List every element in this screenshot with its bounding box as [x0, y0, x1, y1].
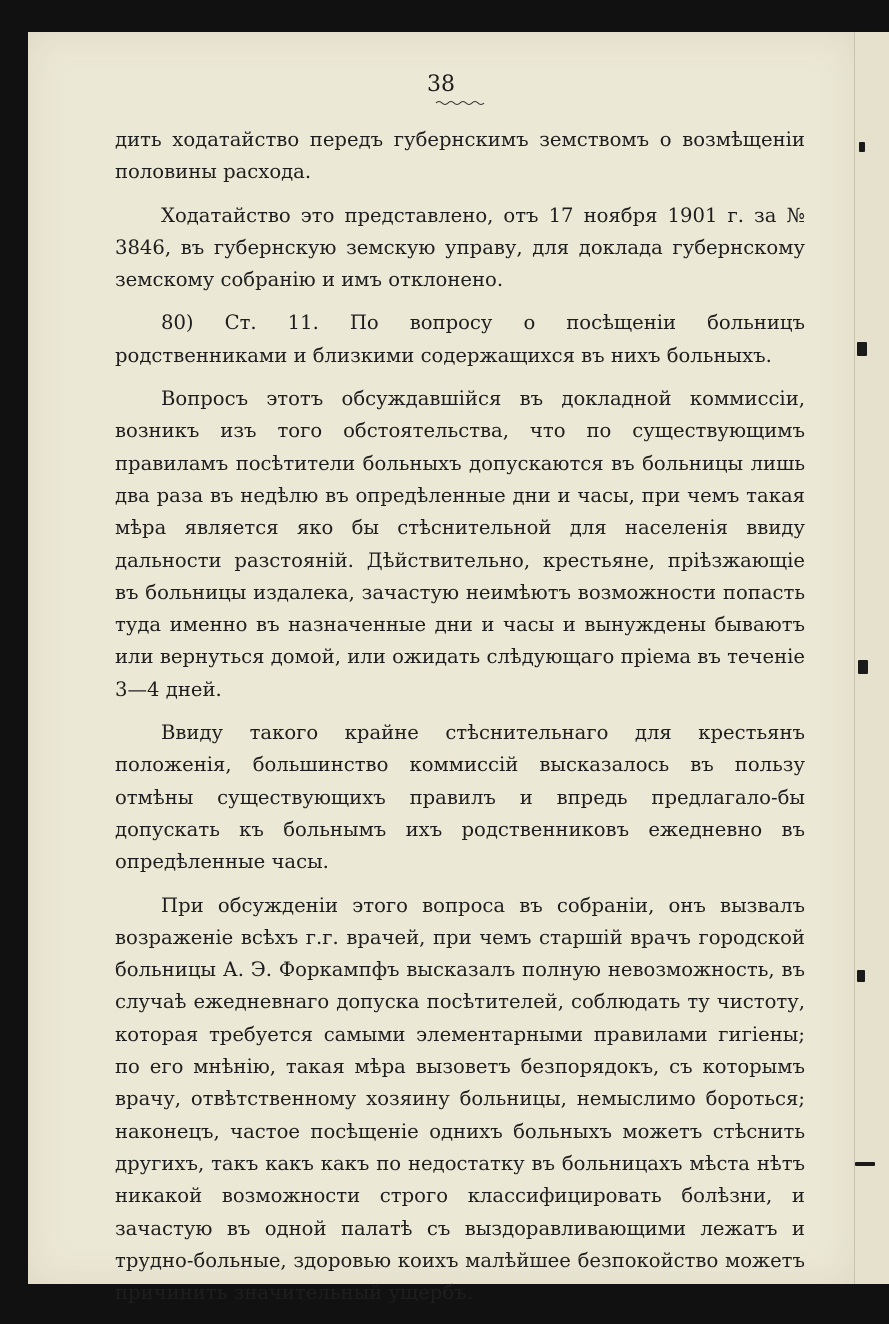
- edge-mark: [858, 660, 868, 674]
- paragraph-commission: Ввиду такого крайне стѣснительнаго для крестьянъ положенія, большинство коммиссій высказалось въ пользу отмѣны существующихъ правилъ и впредь предлагало-бы допускать къ больнымъ ихъ родственниковъ ежедневно въ опредѣленные часы.: [115, 721, 805, 874]
- adjacent-page-edge: [854, 32, 889, 1284]
- paragraph-discussion: При обсужденіи этого вопроса въ собраніи, онъ вызвалъ возраженіе всѣхъ г.г. врачей, при чемъ старшій врачъ городской больницы А. Э. Форкампфъ высказалъ полную невозможность, въ случаѣ ежедневнаго допуска посѣтителей, соблюдать ту чистоту, которая требуется самыми элементарными правилами гигіены; по его мнѣнію, такая мѣра вызоветъ безпорядокъ, съ которымъ врачу, отвѣтственному хозяину больницы, немыслимо бороться; наконецъ, частое посѣщеніе однихъ больныхъ можетъ стѣснить другихъ, такъ какъ какъ по недостатку въ больницахъ мѣста нѣтъ никакой возможности строго классифицировать болѣзни, и зачастую въ одной палатѣ съ выздоравливающими лежатъ и трудно-больные, здоровью коихъ малѣйшее безпокойство можетъ причинить значительный ущербъ.: [115, 893, 805, 1305]
- edge-mark: [857, 970, 865, 982]
- page-number: 38: [427, 72, 455, 97]
- edge-mark: [857, 342, 867, 356]
- edge-mark: [859, 142, 865, 152]
- ornament-squiggle-icon: [436, 100, 486, 106]
- paragraph-continuation: дить ходатайство передъ губернскимъ земствомъ о возмѣщеніи половины расхода.: [115, 128, 805, 184]
- paragraph-article-80: 80) Ст. 11. По вопросу о посѣщеніи больницъ родственниками и близкими содержащихся въ нихъ больныхъ.: [115, 311, 805, 367]
- paragraph-question: Вопросъ этотъ обсуждавшійся въ докладной коммиссіи, возникъ изъ того обстоятельства, что по существующимъ правиламъ посѣтители больныхъ допускаются въ больницы лишь два раза въ недѣлю въ опредѣленные дни и часы, при чемъ такая мѣра является яко бы стѣснительной для населенія ввиду дальности разстояній. Дѣйствительно, крестьяне, пріѣзжающіе въ больницы издалека, зачастую неимѣютъ возможности попасть туда именно въ назначенные дни и часы и вынуждены бываютъ или вернуться домой, или ожидать слѣдующаго пріема въ теченіе 3—4 дней.: [115, 387, 805, 701]
- body-text: [115, 124, 805, 1320]
- book-page: [28, 32, 854, 1305]
- edge-mark: [855, 1162, 875, 1166]
- paragraph-petition: Ходатайство это представлено, отъ 17 ноября 1901 г. за № 3846, въ губернскую земскую управу, для доклада губернскому земскому собранію и имъ отклонено.: [115, 203, 805, 292]
